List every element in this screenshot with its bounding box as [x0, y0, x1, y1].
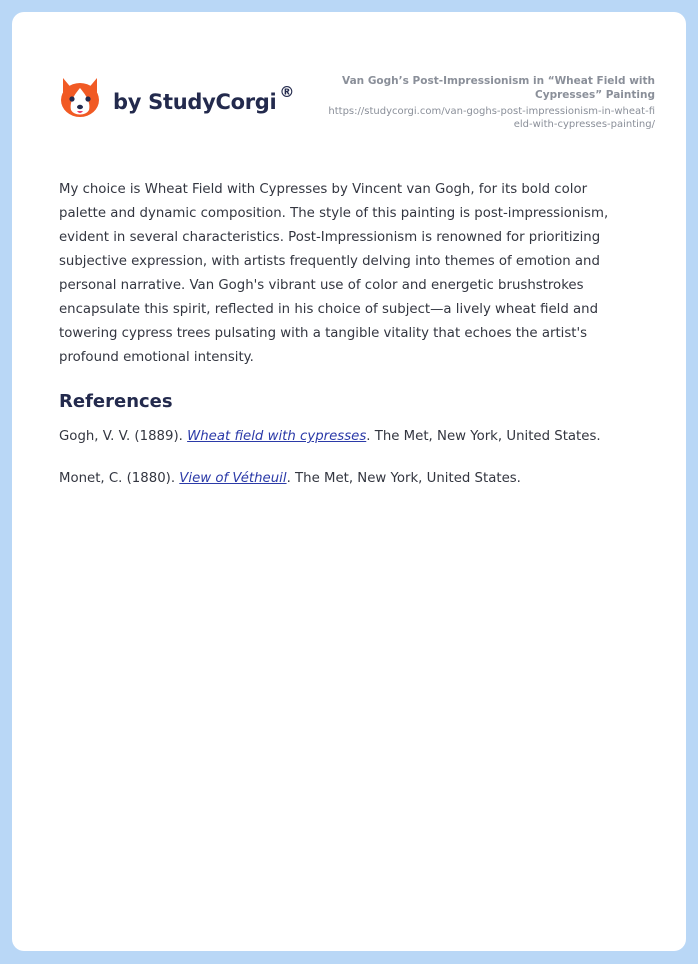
studycorgi-logo[interactable]	[59, 76, 295, 120]
reference-prefix: Monet, C. (1880).	[59, 471, 180, 486]
reference-item	[59, 427, 637, 447]
document-page	[12, 12, 686, 951]
references-heading: References	[59, 391, 173, 412]
body-paragraph: My choice is Wheat Field with Cypresses by Vincent van Gogh, for its bold color palette and dynamic composition. The style of this painting is post-impressionism, evident in several characteristics. Post-Impressionism is renowned for prioritizing subjective expression, with artists frequently delving into themes of emotion and personal narrative. Van Gogh's vibrant use of color and energetic brushstrokes encapsulate this spirit, reflected in his choice of subject—a lively wheat field and towering cypress trees pulsating with a tangible vitality that echoes the artist's profound emotional intensity.	[59, 182, 609, 365]
registered-mark: ®	[279, 83, 295, 101]
page-header	[59, 74, 655, 144]
reference-link[interactable]: Wheat field with cypresses	[187, 429, 367, 444]
document-url[interactable]: https://studycorgi.com/van-goghs-post-impressionism-in-wheat-field-with-cypresses-painting/	[328, 106, 655, 130]
reference-prefix: Gogh, V. V. (1889).	[59, 429, 188, 444]
document-content	[59, 178, 637, 489]
corgi-icon	[59, 76, 101, 120]
document-title: Van Gogh’s Post-Impressionism in “Wheat Field with Cypresses” Painting	[342, 75, 655, 101]
reference-item	[59, 469, 637, 489]
reference-suffix: . The Met, New York, United States.	[286, 471, 521, 486]
reference-link[interactable]: View of Vétheuil	[179, 471, 287, 486]
brand-name: by StudyCorgi ®	[113, 83, 295, 114]
reference-suffix: . The Met, New York, United States.	[366, 429, 601, 444]
document-meta	[325, 74, 655, 131]
